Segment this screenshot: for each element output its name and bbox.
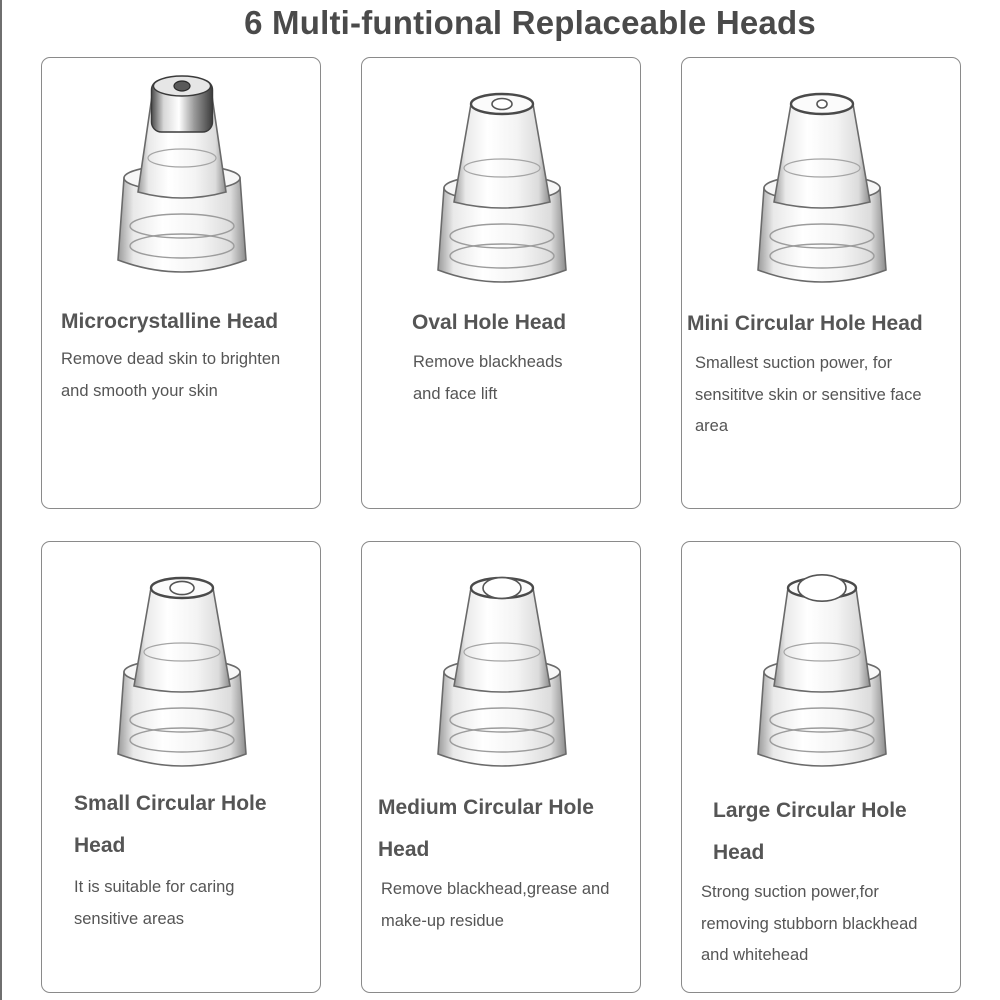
- small-circular-hole-head-image: [42, 542, 322, 782]
- large-circular-hole-head-image: [682, 542, 962, 782]
- oval-hole-head-image: [362, 58, 642, 298]
- head-title-line: Head: [74, 834, 126, 857]
- head-card-mini-circular-hole: [681, 57, 961, 509]
- head-description-line: Strong suction power,for: [701, 883, 879, 901]
- head-title: [378, 787, 594, 871]
- head-description: [74, 872, 235, 935]
- head-title-line: Mini Circular Hole Head: [687, 312, 923, 335]
- head-title: [412, 302, 566, 344]
- head-description: [695, 348, 922, 443]
- head-card-oval-hole: [361, 57, 641, 509]
- head-card-microcrystalline: [41, 57, 321, 509]
- head-description-line: and whitehead: [701, 946, 809, 964]
- head-title-line: Oval Hole Head: [412, 311, 567, 334]
- head-description-line: make-up residue: [381, 911, 504, 930]
- head-card-small-circular-hole: [41, 541, 321, 993]
- microcrystalline-head-image: [42, 58, 322, 298]
- head-title-line: Medium Circular Hole: [378, 796, 594, 819]
- head-description-line: Smallest suction power, for: [695, 354, 893, 372]
- head-title: [687, 303, 923, 345]
- left-border-line: [0, 0, 2, 1000]
- page-title: 6 Multi-funtional Replaceable Heads: [244, 4, 816, 41]
- head-title-line: Small Circular Hole: [74, 792, 267, 815]
- medium-circular-hole-head-image: [362, 542, 642, 782]
- head-description-line: and face lift: [413, 384, 498, 403]
- head-title-line: Microcrystalline Head: [61, 310, 279, 333]
- mini-circular-hole-head-image: [682, 58, 962, 298]
- head-card-medium-circular-hole: [361, 541, 641, 993]
- head-card-large-circular-hole: [681, 541, 961, 993]
- head-description-line: Remove blackheads: [413, 353, 563, 371]
- head-description-line: and smooth your skin: [61, 381, 218, 400]
- head-title-line: Head: [713, 841, 765, 864]
- head-description-line: Remove blackhead,grease and: [381, 880, 610, 898]
- head-description: [381, 874, 609, 937]
- head-description: [701, 877, 917, 972]
- head-title: [61, 301, 278, 343]
- head-description-line: removing stubborn blackhead: [701, 914, 918, 933]
- head-title-line: Head: [378, 838, 430, 861]
- head-description-line: area: [695, 417, 729, 435]
- head-title: [74, 783, 267, 867]
- head-description-line: sensititve skin or sensitive face: [695, 385, 922, 404]
- head-title: [713, 790, 907, 874]
- head-description-line: Remove dead skin to brighten: [61, 350, 281, 368]
- head-description: [61, 344, 280, 407]
- head-description: [413, 347, 563, 410]
- head-description-line: sensitive areas: [74, 909, 185, 928]
- head-title-line: Large Circular Hole: [713, 799, 907, 822]
- head-description-line: It is suitable for caring: [74, 878, 235, 896]
